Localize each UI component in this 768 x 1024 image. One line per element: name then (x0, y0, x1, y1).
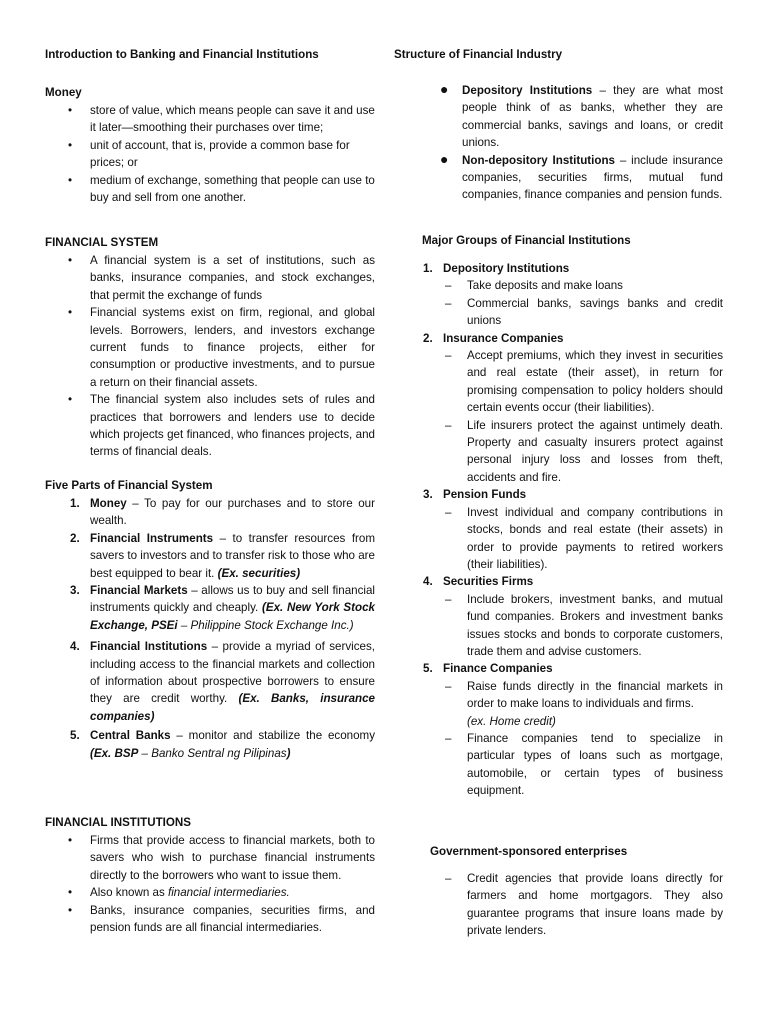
money-heading: Money (45, 86, 82, 99)
group-title: 1. Depository Institutions (423, 262, 570, 275)
list-item: 2. Financial Instruments – to transfer resources from savers to investors and to transfer risk to those who are best equipped to bear it. (Ex. securities) (70, 531, 376, 580)
money-list (68, 102, 375, 206)
list-item: • unit of account, that is, provide a common base for prices; or (68, 138, 350, 170)
list-item: ● Non-depository Institutions – include insurance companies, securities firms, mutual fund companies, finance companies and pension funds. (440, 150, 723, 202)
structure-list (440, 81, 723, 204)
financial-institutions-list (68, 832, 375, 936)
list-item: – Include brokers, investment banks, and mutual fund companies. Brokers and investment banks issues stocks and bonds to corporate customers, trade them and advise customers. (445, 592, 723, 658)
list-item: 1. Money – To pay for our purchases and to store our wealth. (70, 497, 375, 528)
list-item: – Commercial banks, savings banks and credit unions (445, 296, 723, 328)
example-note: (ex. Home credit) (467, 714, 556, 728)
five-parts-heading: Five Parts of Financial System (45, 479, 213, 492)
document-title: Introduction to Banking and Financial Institutions (45, 48, 319, 61)
list-item: • medium of exchange, something that people can use to buy and sell from one another. (68, 173, 375, 205)
list-item: • The financial system also includes sets of rules and practices that borrowers and lenders use to decide which projects get financed, who finances projects, and terms of financial deals. (68, 393, 375, 459)
group-title: 2. Insurance Companies (423, 331, 564, 345)
list-item: 3. Financial Markets – allows us to buy and sell financial instruments quickly and cheaply. (Ex. New York Stock Exchange, PSEi – Philippine Stock Exchange Inc.) (70, 584, 375, 632)
list-item: – Invest individual and company contributions in stocks, bonds and real estate (their assets) in order to provide payments to retired workers (their liabilities). (445, 505, 723, 571)
gse-heading: Government-sponsored enterprises (430, 845, 628, 858)
list-item: ● Depository Institutions – they are what most people think of as banks, whether they are commercial banks, savings and loans, or credit unions. (440, 81, 723, 150)
group-title: 4. Securities Firms (423, 575, 534, 589)
financial-institutions-heading: FINANCIAL INSTITUTIONS (45, 816, 191, 829)
financial-system-heading: FINANCIAL SYSTEM (45, 236, 159, 249)
list-item: • Also known as financial intermediaries. (68, 886, 290, 900)
five-parts-list (70, 495, 376, 762)
group-title: 3. Pension Funds (423, 488, 527, 502)
list-item: – Raise funds directly in the financial markets in order to make loans to individuals and firms. (ex. Home credit) (445, 679, 723, 728)
group-title: 5. Finance Companies (423, 662, 553, 676)
list-item: • Banks, insurance companies, securities firms, and pension funds are all financial intermediaries. (68, 903, 375, 935)
list-item: • A financial system is a set of institutions, such as banks, insurance companies, and stock exchanges, that permit the exchange of funds (68, 254, 375, 302)
list-item: 5. Central Banks – monitor and stabilize the economy (Ex. BSP – Banko Sentral ng Pilipinas) (70, 729, 376, 760)
list-item: – Credit agencies that provide loans directly for farmers and home mortgagors. They also guarantee programs that insure loans made by private lenders. (445, 872, 723, 938)
list-item: • store of value, which means people can save it and use it later—smoothing their purchases over time; (68, 104, 375, 135)
list-item: • Firms that provide access to financial markets, both to savers who wish to purchase financial instruments directly to the borrowers who want to issue them. (68, 834, 375, 882)
major-groups-heading: Major Groups of Financial Institutions (422, 234, 631, 247)
financial-system-list (68, 252, 375, 461)
list-item: – Accept premiums, which they invest in securities and real estate (their asset), in return for promising compensation to policy holders should certain events occur (their liabilities). (445, 349, 723, 415)
list-item: – Take deposits and make loans (445, 279, 623, 293)
list-item: – Finance companies tend to specialize in particular types of loans such as mortgage, automobile, or certain types of business equipment. (445, 731, 723, 798)
major-groups-list (423, 260, 723, 800)
list-item: – Life insurers protect the against untimely death. Property and casualty insurers protect against personal injury loss and losses from theft, accidents and fire. (445, 418, 723, 484)
gse-list (445, 870, 723, 940)
structure-heading: Structure of Financial Industry (394, 48, 563, 61)
list-item: • Financial systems exist on firm, regional, and global levels. Borrowers, lenders, and investors exchange current funds to finance projects, either for consumption or productive investments, and to pursue a return on their financial assets. (68, 306, 375, 389)
list-item: 4. Financial Institutions – provide a myriad of services, including access to the financial markets and collection of information about prospective borrowers to ensure they are credit worthy. (Ex. Banks, insurance companies) (70, 640, 375, 723)
